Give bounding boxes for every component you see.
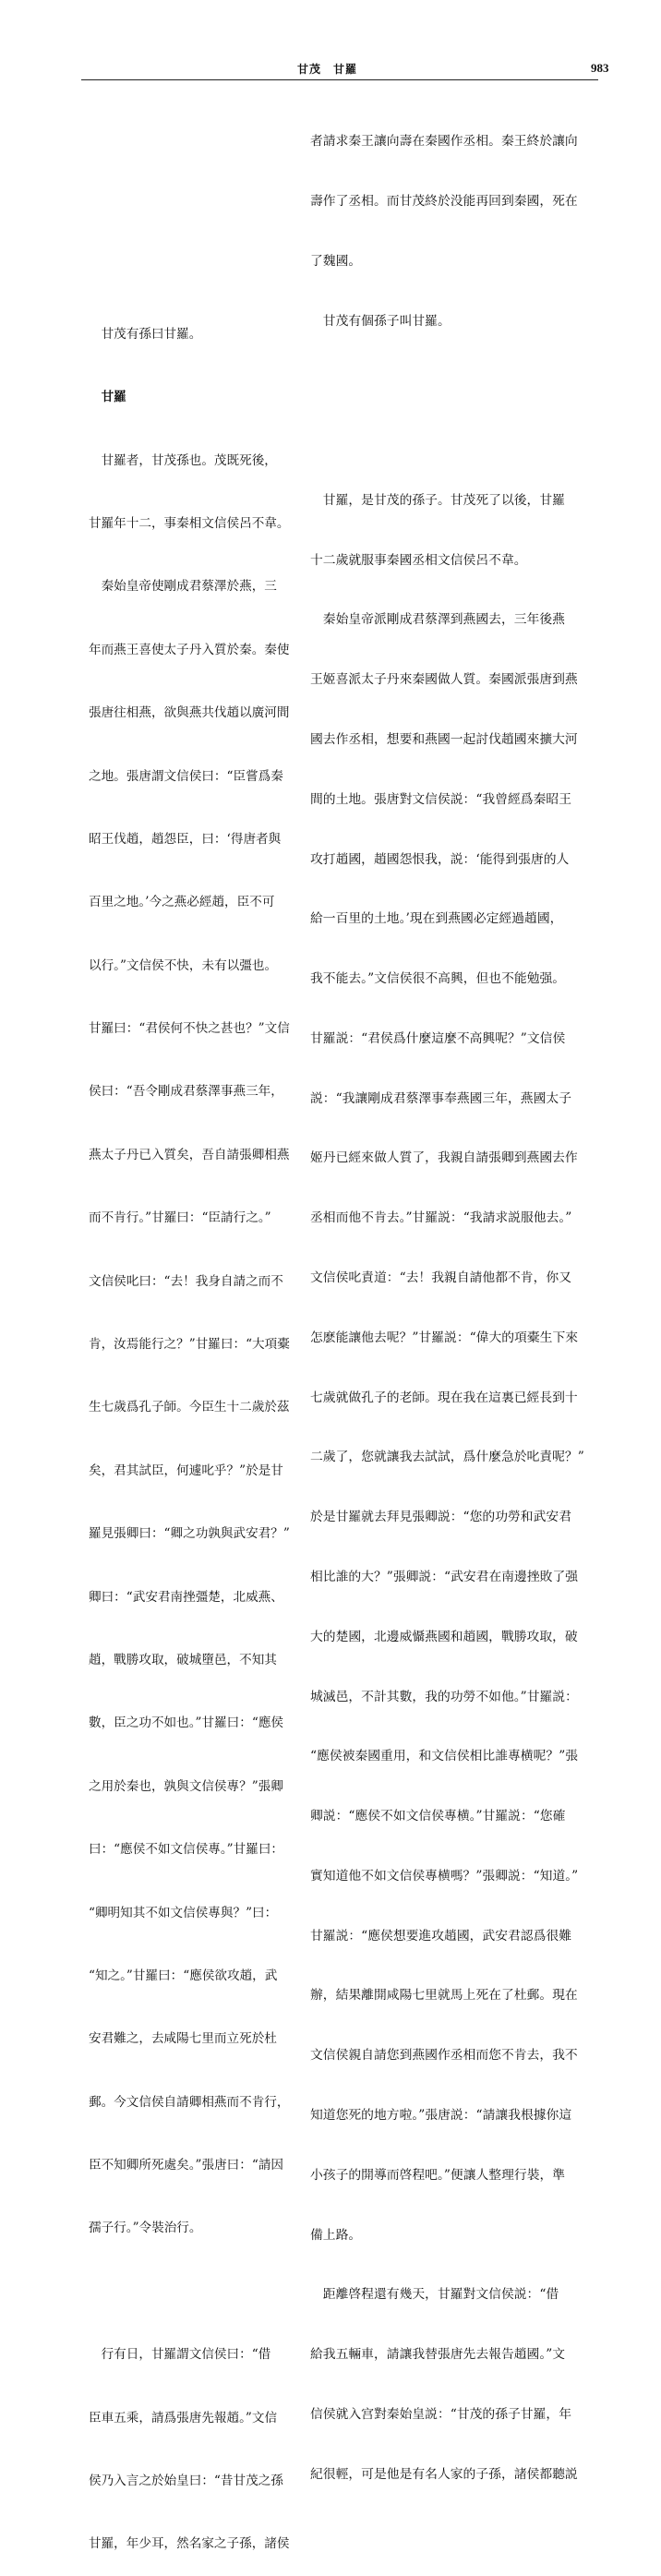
translation-line: 了魏國。 bbox=[310, 253, 362, 269]
translation-line: 甘羅，是甘茂的孫子。甘茂死了以後，甘羅 bbox=[310, 492, 565, 508]
classical-line: 甘羅者，甘茂孫也。茂既死後， bbox=[89, 452, 277, 468]
translation-line: 給一百里的土地。’現在到燕國必定經過趙國， bbox=[310, 911, 563, 927]
classical-line: 文信侯叱曰：“去！我身自請之而不 bbox=[89, 1273, 283, 1289]
classical-line: “知之。”甘羅曰：“應侯欲攻趙，武 bbox=[89, 1968, 278, 1983]
classical-line: 年而燕王喜使太子丹入質於秦。秦使 bbox=[89, 642, 290, 657]
translation-line: 文信侯親自請您到燕國作丞相而您不肯去，我不 bbox=[310, 2048, 578, 2064]
classical-line: 卿曰：“武安君南挫彊楚，北威燕、 bbox=[89, 1589, 283, 1605]
classical-line: 羅見張卿曰：“卿之功孰與武安君？” bbox=[89, 1526, 290, 1542]
section-heading: 甘羅 bbox=[89, 390, 126, 405]
classical-line bbox=[89, 135, 295, 156]
translation-line: 姬丹已經來做人質了，我親自請張卿到燕國去作 bbox=[310, 1150, 578, 1166]
translation-line: 丞相而他不肯去。”甘羅説：“我請求説服他去。” bbox=[310, 1210, 572, 1226]
translation-line: 二歲了，您就讓我去試試，爲什麼急於叱責呢？” bbox=[310, 1450, 584, 1465]
translation-line: 秦始皇帝派剛成君蔡澤到燕國去，三年後燕 bbox=[310, 612, 565, 628]
classical-line: 矣，君其試臣，何遽叱乎？”於是甘 bbox=[89, 1463, 283, 1478]
page-number: 983 bbox=[591, 61, 609, 75]
translation-line: 説：“我讓剛成君蔡澤事奉燕國三年，燕國太子 bbox=[310, 1090, 571, 1106]
classical-line: 張唐往相燕，欲與燕共伐趙以廣河間 bbox=[89, 705, 290, 721]
translation-line: 給我五輛車，請讓我替張唐先去報告趙國。”文 bbox=[310, 2347, 566, 2363]
classical-text-column bbox=[89, 92, 295, 2552]
classical-line: 臣不知卿所死處矣。”張唐曰：“請因 bbox=[89, 2158, 284, 2173]
classical-line bbox=[89, 260, 295, 282]
classical-line: 肯，汝焉能行之？”甘羅曰：“大項橐 bbox=[89, 1337, 290, 1353]
translation-line: 甘羅説：“應侯想要進攻趙國，武安君認爲很難 bbox=[310, 1928, 571, 1944]
translation-line: 壽作了丞相。而甘茂終於没能再回到秦國，死在 bbox=[310, 193, 578, 209]
classical-line: “卿明知其不如文信侯專與？”曰： bbox=[89, 1905, 278, 1920]
translation-text-column bbox=[310, 92, 600, 2482]
translation-line: 我不能去。”文信侯很不高興，但也不能勉强。 bbox=[310, 971, 566, 987]
running-header-title: 甘茂 甘羅 bbox=[297, 63, 358, 76]
translation-line: 備上路。 bbox=[310, 2227, 362, 2243]
translation-line: 卿説：“應侯不如文信侯專横。”甘羅説：“您確 bbox=[310, 1809, 566, 1824]
classical-line: 孺子行。”令裝治行。 bbox=[89, 2221, 202, 2236]
classical-line: 甘茂有孫曰甘羅。 bbox=[89, 326, 202, 342]
classical-line: 侯曰：“吾令剛成君蔡澤事燕三年， bbox=[89, 1084, 283, 1100]
translation-line: 十二歲就服事秦國丞相文信侯呂不韋。 bbox=[310, 552, 527, 568]
classical-line: 侯乃入言之於始皇曰：“昔甘茂之孫 bbox=[89, 2474, 283, 2489]
classical-line bbox=[89, 2281, 295, 2303]
classical-line bbox=[89, 198, 295, 219]
classical-line: 趙，戰勝攻取，破城墮邑，不知其 bbox=[89, 1652, 277, 1667]
translation-line bbox=[310, 431, 600, 451]
classical-line: 而不肯行。”甘羅曰：“臣請行之。” bbox=[89, 1210, 271, 1226]
translation-line: 紀很輕，可是他是有名人家的子孫，諸侯都聽説 bbox=[310, 2466, 578, 2482]
classical-line: 之地。張唐謂文信侯曰：“臣嘗爲秦 bbox=[89, 768, 283, 784]
translation-line: “應侯被秦國重用，和文信侯相比誰專横呢？”張 bbox=[310, 1749, 579, 1764]
classical-line: 曰：“應侯不如文信侯專。”甘羅曰： bbox=[89, 1842, 284, 1858]
classical-line: 甘羅年十二，事秦相文信侯呂不韋。 bbox=[89, 515, 290, 531]
translation-line: 信侯就入宫對秦始皇説：“甘茂的孫子甘羅，年 bbox=[310, 2406, 571, 2422]
classical-line: 生七歲爲孔子師。今臣生十二歲於茲 bbox=[89, 1400, 290, 1415]
classical-line: 數，臣之功不如也。”甘羅曰：“應侯 bbox=[89, 1715, 284, 1731]
classical-line: 甘羅，年少耳，然名家之子孫，諸侯 bbox=[89, 2536, 290, 2552]
header-rule bbox=[81, 79, 598, 80]
classical-line: 甘羅曰：“君侯何不快之甚也？”文信 bbox=[89, 1021, 290, 1037]
translation-line: 甘羅説：“君侯爲什麼這麼不高興呢？”文信侯 bbox=[310, 1030, 566, 1046]
translation-line: 城滅邑，不計其數，我的功勞不如他。”甘羅説： bbox=[310, 1689, 578, 1704]
translation-line: 間的土地。張唐對文信侯説：“我曾經爲秦昭王 bbox=[310, 791, 571, 807]
translation-line: 辦，結果離開咸陽七里就馬上死在了杜郵。現在 bbox=[310, 1988, 578, 2004]
translation-line: 國去作丞相，想要和燕國一起討伐趙國來擴大河 bbox=[310, 732, 578, 747]
translation-line: 七歲就做孔子的老師。現在我在這裏已經長到十 bbox=[310, 1390, 578, 1405]
translation-line: 知道您死的地方啦。”張唐説：“請讓我根據你這 bbox=[310, 2107, 572, 2123]
translation-line: 者請求秦王讓向壽在秦國作丞相。秦王終於讓向 bbox=[310, 134, 578, 150]
translation-line: 文信侯叱責道：“去！我親自請他都不肯，你又 bbox=[310, 1270, 571, 1286]
translation-line bbox=[310, 371, 600, 391]
classical-line: 臣車五乘，請爲張唐先報趙。”文信 bbox=[89, 2410, 278, 2426]
classical-line: 昭王伐趙，趙怨臣，曰：‘得唐者與 bbox=[89, 831, 282, 847]
translation-line: 於是甘羅就去拜見張卿説：“您的功勞和武安君 bbox=[310, 1510, 571, 1525]
classical-line: 安君難之，去咸陽七里而立死於杜 bbox=[89, 2031, 277, 2047]
translation-line: 實知道他不如文信侯專横嗎？”張卿説：“知道。” bbox=[310, 1868, 579, 1884]
classical-line: 郵。今文信侯自請卿相燕而不肯行， bbox=[89, 2094, 290, 2110]
classical-line: 之用於秦也，孰與文信侯專？”張卿 bbox=[89, 1778, 283, 1794]
translation-line: 王姬喜派太子丹來秦國做人質。秦國派張唐到燕 bbox=[310, 672, 578, 688]
classical-line: 百里之地。’今之燕必經趙，臣不可 bbox=[89, 895, 275, 910]
translation-line: 大的楚國，北邊威懾燕國和趙國，戰勝攻取，破 bbox=[310, 1629, 578, 1644]
translation-line: 相比誰的大？”張卿説：“武安君在南邊挫敗了强 bbox=[310, 1569, 579, 1584]
classical-line: 以行。”文信侯不快，未有以彊也。 bbox=[89, 957, 278, 973]
translation-line: 距離啓程還有幾天，甘羅對文信侯説：“借 bbox=[310, 2287, 559, 2303]
classical-line: 行有日，甘羅謂文信侯曰：“借 bbox=[89, 2347, 271, 2363]
translation-line: 怎麽能讓他去呢？”甘羅説：“偉大的項橐生下來 bbox=[310, 1330, 579, 1345]
translation-line: 攻打趙國，趙國怨恨我，説：‘能得到張唐的人 bbox=[310, 851, 570, 867]
classical-line: 秦始皇帝使剛成君蔡澤於燕，三 bbox=[89, 579, 277, 595]
translation-line: 小孩子的開導而啓程吧。”便讓人整理行裝，準 bbox=[310, 2167, 566, 2183]
classical-line: 燕太子丹已入質矣，吾自請張卿相燕 bbox=[89, 1147, 290, 1162]
translation-line: 甘茂有個孫子叫甘羅。 bbox=[310, 313, 451, 329]
